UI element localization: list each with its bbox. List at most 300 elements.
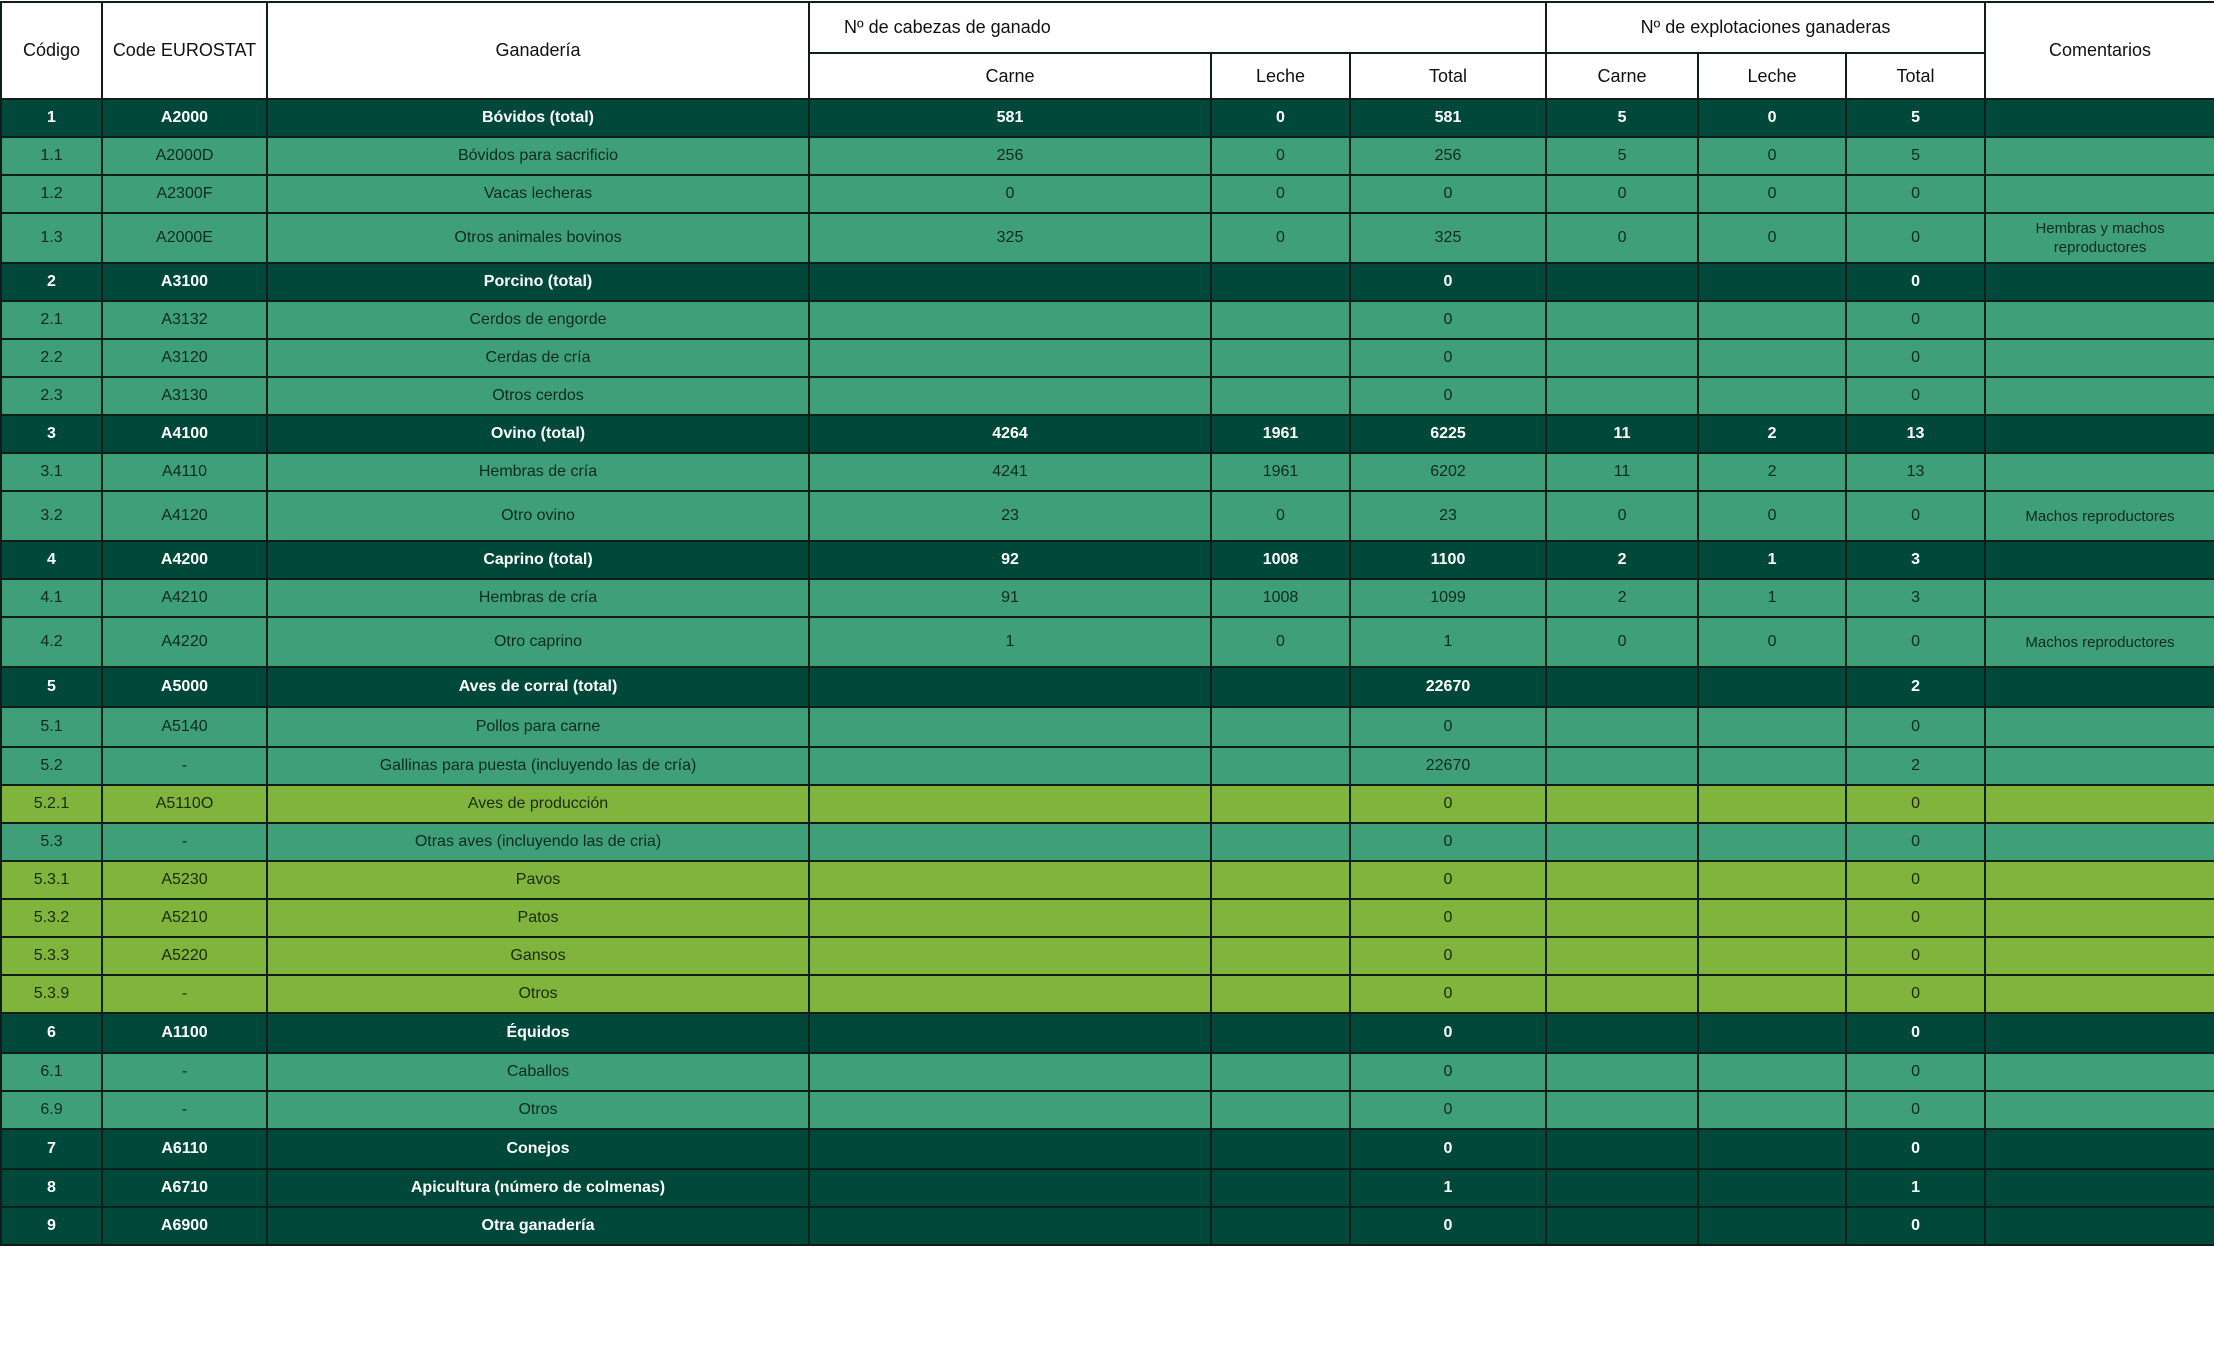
cell-codigo: 5.2.1 (1, 785, 102, 823)
cell-ganaderia: Pollos para carne (267, 707, 809, 747)
cell-codigo: 1.2 (1, 175, 102, 213)
cell-cab-leche (1211, 747, 1350, 785)
cell-codigo: 6 (1, 1013, 102, 1053)
cell-cab-total: 0 (1350, 861, 1546, 899)
cell-codigo: 6.9 (1, 1091, 102, 1129)
cell-exp-total: 13 (1846, 415, 1985, 453)
cell-exp-total: 0 (1846, 823, 1985, 861)
cell-exp-carne (1546, 823, 1698, 861)
cell-eurostat: A5220 (102, 937, 267, 975)
cell-cab-leche: 1008 (1211, 541, 1350, 579)
cell-exp-total: 3 (1846, 541, 1985, 579)
table-row (1, 667, 2214, 707)
cell-exp-carne (1546, 1129, 1698, 1169)
cell-exp-total: 5 (1846, 137, 1985, 175)
cell-cab-total: 0 (1350, 1053, 1546, 1091)
cell-cab-carne (809, 301, 1211, 339)
cell-comentario (1985, 453, 2214, 491)
cell-comentario (1985, 339, 2214, 377)
cell-exp-total: 0 (1846, 1013, 1985, 1053)
cell-cab-total: 581 (1350, 99, 1546, 137)
cell-comentario (1985, 1013, 2214, 1053)
cell-exp-leche (1698, 937, 1846, 975)
cell-eurostat: A4110 (102, 453, 267, 491)
cell-ganaderia: Otros animales bovinos (267, 213, 809, 263)
cell-exp-leche (1698, 1091, 1846, 1129)
cell-codigo: 1.1 (1, 137, 102, 175)
cell-ganaderia: Pavos (267, 861, 809, 899)
header-explotaciones-total: Total (1846, 53, 1985, 99)
cell-cab-total: 0 (1350, 937, 1546, 975)
cell-exp-leche: 2 (1698, 415, 1846, 453)
cell-cab-carne (809, 861, 1211, 899)
cell-cab-carne: 4241 (809, 453, 1211, 491)
cell-eurostat: A3132 (102, 301, 267, 339)
header-eurostat: Code EUROSTAT (102, 2, 267, 99)
cell-cab-carne (809, 667, 1211, 707)
cell-exp-leche (1698, 1169, 1846, 1207)
cell-cab-carne (809, 1091, 1211, 1129)
cell-ganaderia: Aves de producción (267, 785, 809, 823)
cell-cab-total: 0 (1350, 1013, 1546, 1053)
table-row (1, 617, 2214, 667)
table-row (1, 899, 2214, 937)
cell-comentario: Machos reproductores (1985, 491, 2214, 541)
cell-comentario (1985, 785, 2214, 823)
cell-ganaderia: Gallinas para puesta (incluyendo las de cría) (267, 747, 809, 785)
cell-exp-leche (1698, 1013, 1846, 1053)
cell-ganaderia: Apicultura (número de colmenas) (267, 1169, 809, 1207)
cell-exp-carne: 0 (1546, 491, 1698, 541)
cell-exp-carne: 0 (1546, 175, 1698, 213)
cell-exp-carne: 11 (1546, 453, 1698, 491)
cell-eurostat: - (102, 747, 267, 785)
cell-cab-carne (809, 937, 1211, 975)
cell-ganaderia: Conejos (267, 1129, 809, 1169)
cell-ganaderia: Cerdos de engorde (267, 301, 809, 339)
cell-exp-carne (1546, 1207, 1698, 1245)
cell-exp-carne (1546, 975, 1698, 1013)
cell-comentario (1985, 301, 2214, 339)
cell-ganaderia: Bóvidos para sacrificio (267, 137, 809, 175)
cell-eurostat: A4120 (102, 491, 267, 541)
cell-cab-leche (1211, 1207, 1350, 1245)
cell-exp-leche (1698, 263, 1846, 301)
cell-ganaderia: Gansos (267, 937, 809, 975)
cell-eurostat: A5140 (102, 707, 267, 747)
cell-comentario (1985, 1169, 2214, 1207)
cell-cab-carne (809, 747, 1211, 785)
cell-exp-total: 0 (1846, 263, 1985, 301)
cell-cab-leche: 0 (1211, 137, 1350, 175)
cell-eurostat: A5230 (102, 861, 267, 899)
table-row (1, 99, 2214, 137)
cell-codigo: 5.3.1 (1, 861, 102, 899)
table-row (1, 491, 2214, 541)
table-body (1, 99, 2214, 1245)
table-row (1, 785, 2214, 823)
cell-exp-leche: 2 (1698, 453, 1846, 491)
cell-cab-total: 23 (1350, 491, 1546, 541)
cell-exp-total: 0 (1846, 975, 1985, 1013)
cell-exp-leche (1698, 377, 1846, 415)
cell-exp-leche (1698, 339, 1846, 377)
cell-exp-total: 0 (1846, 377, 1985, 415)
cell-cab-leche: 0 (1211, 617, 1350, 667)
cell-eurostat: A2300F (102, 175, 267, 213)
cell-exp-total: 0 (1846, 213, 1985, 263)
cell-codigo: 9 (1, 1207, 102, 1245)
cell-eurostat: - (102, 975, 267, 1013)
table-row (1, 541, 2214, 579)
cell-cab-leche: 1961 (1211, 453, 1350, 491)
cell-cab-total: 0 (1350, 339, 1546, 377)
cell-cab-total: 0 (1350, 1091, 1546, 1129)
cell-cab-total: 0 (1350, 975, 1546, 1013)
table-row (1, 937, 2214, 975)
cell-exp-leche (1698, 667, 1846, 707)
cell-exp-total: 2 (1846, 747, 1985, 785)
cell-eurostat: A1100 (102, 1013, 267, 1053)
cell-cab-carne: 92 (809, 541, 1211, 579)
cell-comentario (1985, 175, 2214, 213)
cell-eurostat: A6900 (102, 1207, 267, 1245)
cell-eurostat: A3130 (102, 377, 267, 415)
cell-cab-carne: 581 (809, 99, 1211, 137)
cell-exp-leche: 0 (1698, 175, 1846, 213)
cell-exp-total: 3 (1846, 579, 1985, 617)
cell-cab-leche: 0 (1211, 491, 1350, 541)
header-cabezas-group: Nº de cabezas de ganado (809, 2, 1546, 53)
cell-exp-carne (1546, 1091, 1698, 1129)
cell-eurostat: - (102, 1091, 267, 1129)
cell-cab-carne (809, 339, 1211, 377)
cell-cab-total: 6202 (1350, 453, 1546, 491)
cell-cab-leche: 0 (1211, 99, 1350, 137)
cell-codigo: 5.3 (1, 823, 102, 861)
cell-ganaderia: Otros cerdos (267, 377, 809, 415)
cell-cab-carne (809, 1129, 1211, 1169)
cell-ganaderia: Vacas lecheras (267, 175, 809, 213)
cell-exp-total: 0 (1846, 707, 1985, 747)
cell-exp-leche: 0 (1698, 99, 1846, 137)
header-explotaciones-leche: Leche (1698, 53, 1846, 99)
cell-codigo: 4.1 (1, 579, 102, 617)
cell-comentario: Hembras y machos reproductores (1985, 213, 2214, 263)
cell-exp-total: 0 (1846, 785, 1985, 823)
cell-comentario (1985, 937, 2214, 975)
cell-cab-total: 22670 (1350, 667, 1546, 707)
cell-exp-total: 0 (1846, 1207, 1985, 1245)
table-row (1, 213, 2214, 263)
cell-exp-carne (1546, 301, 1698, 339)
header-explotaciones-group: Nº de explotaciones ganaderas (1546, 2, 1985, 53)
cell-exp-leche (1698, 1207, 1846, 1245)
cell-cab-leche (1211, 1013, 1350, 1053)
table-row (1, 861, 2214, 899)
cell-cab-leche (1211, 1169, 1350, 1207)
cell-eurostat: A5210 (102, 899, 267, 937)
cell-ganaderia: Hembras de cría (267, 453, 809, 491)
cell-codigo: 1.3 (1, 213, 102, 263)
cell-codigo: 1 (1, 99, 102, 137)
cell-exp-total: 1 (1846, 1169, 1985, 1207)
cell-comentario (1985, 861, 2214, 899)
cell-exp-carne: 11 (1546, 415, 1698, 453)
cell-exp-total: 5 (1846, 99, 1985, 137)
cell-exp-carne (1546, 937, 1698, 975)
table-row (1, 453, 2214, 491)
cell-codigo: 7 (1, 1129, 102, 1169)
cell-ganaderia: Otros (267, 1091, 809, 1129)
cell-cab-leche (1211, 1091, 1350, 1129)
cell-ganaderia: Bóvidos (total) (267, 99, 809, 137)
cell-cab-leche (1211, 1129, 1350, 1169)
table-row (1, 707, 2214, 747)
cell-codigo: 4.2 (1, 617, 102, 667)
livestock-table (0, 1, 2214, 1246)
cell-exp-carne: 5 (1546, 137, 1698, 175)
cell-cab-leche (1211, 785, 1350, 823)
cell-exp-leche (1698, 823, 1846, 861)
cell-comentario (1985, 137, 2214, 175)
cell-exp-leche (1698, 785, 1846, 823)
cell-exp-leche (1698, 1053, 1846, 1091)
cell-codigo: 8 (1, 1169, 102, 1207)
cell-cab-carne (809, 785, 1211, 823)
cell-cab-total: 256 (1350, 137, 1546, 175)
header-explotaciones-carne: Carne (1546, 53, 1698, 99)
cell-cab-total: 1100 (1350, 541, 1546, 579)
cell-cab-carne: 4264 (809, 415, 1211, 453)
cell-cab-leche (1211, 975, 1350, 1013)
header-ganaderia: Ganadería (267, 2, 809, 99)
cell-exp-total: 2 (1846, 667, 1985, 707)
header-cabezas-leche: Leche (1211, 53, 1350, 99)
cell-comentario: Machos reproductores (1985, 617, 2214, 667)
table-row (1, 339, 2214, 377)
cell-exp-carne: 0 (1546, 213, 1698, 263)
cell-comentario (1985, 667, 2214, 707)
table-row (1, 1169, 2214, 1207)
cell-codigo: 5.3.3 (1, 937, 102, 975)
cell-cab-carne: 91 (809, 579, 1211, 617)
cell-comentario (1985, 823, 2214, 861)
cell-ganaderia: Hembras de cría (267, 579, 809, 617)
cell-codigo: 3.2 (1, 491, 102, 541)
cell-exp-leche (1698, 861, 1846, 899)
cell-comentario (1985, 747, 2214, 785)
cell-codigo: 2.3 (1, 377, 102, 415)
cell-cab-carne: 325 (809, 213, 1211, 263)
table-row (1, 175, 2214, 213)
cell-exp-leche: 0 (1698, 137, 1846, 175)
cell-eurostat: A5110O (102, 785, 267, 823)
cell-cab-carne (809, 377, 1211, 415)
cell-eurostat: A6710 (102, 1169, 267, 1207)
cell-exp-carne: 2 (1546, 579, 1698, 617)
table-row (1, 1053, 2214, 1091)
cell-codigo: 3 (1, 415, 102, 453)
cell-exp-leche: 0 (1698, 491, 1846, 541)
table-row (1, 1129, 2214, 1169)
cell-cab-total: 0 (1350, 175, 1546, 213)
cell-cab-leche (1211, 339, 1350, 377)
cell-exp-leche: 0 (1698, 617, 1846, 667)
cell-comentario (1985, 1053, 2214, 1091)
cell-exp-total: 0 (1846, 861, 1985, 899)
cell-comentario (1985, 541, 2214, 579)
cell-eurostat: A2000D (102, 137, 267, 175)
cell-exp-carne (1546, 667, 1698, 707)
cell-cab-leche (1211, 899, 1350, 937)
cell-cab-carne: 256 (809, 137, 1211, 175)
cell-codigo: 2.2 (1, 339, 102, 377)
header-codigo: Código (1, 2, 102, 99)
cell-cab-carne (809, 1169, 1211, 1207)
table-row (1, 579, 2214, 617)
table-row (1, 137, 2214, 175)
cell-codigo: 3.1 (1, 453, 102, 491)
cell-cab-leche: 0 (1211, 213, 1350, 263)
header-comentarios: Comentarios (1985, 2, 2214, 99)
cell-codigo: 5.3.2 (1, 899, 102, 937)
cell-exp-carne: 0 (1546, 617, 1698, 667)
cell-eurostat: A3100 (102, 263, 267, 301)
cell-cab-carne (809, 823, 1211, 861)
cell-ganaderia: Otro ovino (267, 491, 809, 541)
cell-cab-carne: 0 (809, 175, 1211, 213)
cell-cab-leche (1211, 301, 1350, 339)
cell-cab-carne: 1 (809, 617, 1211, 667)
cell-cab-total: 0 (1350, 301, 1546, 339)
cell-exp-leche: 1 (1698, 579, 1846, 617)
cell-comentario (1985, 377, 2214, 415)
cell-exp-carne (1546, 263, 1698, 301)
cell-exp-leche (1698, 1129, 1846, 1169)
table-row (1, 377, 2214, 415)
cell-cab-total: 0 (1350, 823, 1546, 861)
cell-cab-leche (1211, 1053, 1350, 1091)
cell-exp-carne: 2 (1546, 541, 1698, 579)
cell-exp-carne (1546, 899, 1698, 937)
cell-eurostat: A4220 (102, 617, 267, 667)
cell-cab-leche (1211, 377, 1350, 415)
cell-ganaderia: Aves de corral (total) (267, 667, 809, 707)
cell-exp-carne (1546, 785, 1698, 823)
header-cabezas-carne: Carne (809, 53, 1211, 99)
cell-ganaderia: Otro caprino (267, 617, 809, 667)
cell-cab-total: 0 (1350, 899, 1546, 937)
cell-ganaderia: Caballos (267, 1053, 809, 1091)
table-row (1, 1013, 2214, 1053)
cell-cab-total: 0 (1350, 785, 1546, 823)
cell-cab-carne (809, 899, 1211, 937)
cell-cab-total: 0 (1350, 377, 1546, 415)
cell-codigo: 4 (1, 541, 102, 579)
cell-exp-total: 13 (1846, 453, 1985, 491)
cell-cab-carne (809, 1053, 1211, 1091)
cell-eurostat: - (102, 1053, 267, 1091)
cell-eurostat: A4100 (102, 415, 267, 453)
cell-comentario (1985, 975, 2214, 1013)
cell-eurostat: A6110 (102, 1129, 267, 1169)
table-row (1, 975, 2214, 1013)
cell-exp-carne: 5 (1546, 99, 1698, 137)
cell-cab-total: 1 (1350, 1169, 1546, 1207)
cell-cab-total: 0 (1350, 263, 1546, 301)
cell-exp-total: 0 (1846, 1091, 1985, 1129)
cell-cab-carne: 23 (809, 491, 1211, 541)
cell-eurostat: A5000 (102, 667, 267, 707)
cell-cab-total: 1 (1350, 617, 1546, 667)
cell-ganaderia: Porcino (total) (267, 263, 809, 301)
cell-cab-total: 0 (1350, 707, 1546, 747)
cell-cab-total: 0 (1350, 1207, 1546, 1245)
cell-comentario (1985, 707, 2214, 747)
cell-exp-carne (1546, 861, 1698, 899)
cell-cab-carne (809, 707, 1211, 747)
cell-cab-carne (809, 263, 1211, 301)
cell-cab-total: 6225 (1350, 415, 1546, 453)
cell-eurostat: A2000 (102, 99, 267, 137)
cell-comentario (1985, 1129, 2214, 1169)
cell-cab-carne (809, 1207, 1211, 1245)
cell-exp-leche: 0 (1698, 213, 1846, 263)
cell-ganaderia: Cerdas de cría (267, 339, 809, 377)
table-row (1, 415, 2214, 453)
cell-cab-total: 0 (1350, 1129, 1546, 1169)
cell-exp-total: 0 (1846, 339, 1985, 377)
cell-cab-leche: 0 (1211, 175, 1350, 213)
cell-cab-leche (1211, 667, 1350, 707)
cell-exp-leche (1698, 707, 1846, 747)
cell-codigo: 5 (1, 667, 102, 707)
cell-cab-leche (1211, 823, 1350, 861)
cell-comentario (1985, 579, 2214, 617)
cell-exp-leche: 1 (1698, 541, 1846, 579)
cell-exp-total: 0 (1846, 1053, 1985, 1091)
cell-codigo: 5.1 (1, 707, 102, 747)
cell-exp-total: 0 (1846, 491, 1985, 541)
cell-cab-carne (809, 1013, 1211, 1053)
cell-ganaderia: Otra ganadería (267, 1207, 809, 1245)
cell-comentario (1985, 1207, 2214, 1245)
cell-cab-leche: 1008 (1211, 579, 1350, 617)
cell-cab-leche (1211, 861, 1350, 899)
cell-exp-carne (1546, 339, 1698, 377)
cell-comentario (1985, 415, 2214, 453)
cell-exp-total: 0 (1846, 175, 1985, 213)
cell-exp-total: 0 (1846, 899, 1985, 937)
cell-eurostat: A4200 (102, 541, 267, 579)
cell-ganaderia: Ovino (total) (267, 415, 809, 453)
table-row (1, 1207, 2214, 1245)
cell-ganaderia: Otras aves (incluyendo las de cria) (267, 823, 809, 861)
cell-exp-leche (1698, 975, 1846, 1013)
cell-exp-carne (1546, 1169, 1698, 1207)
cell-cab-total: 1099 (1350, 579, 1546, 617)
cell-exp-leche (1698, 747, 1846, 785)
cell-cab-leche: 1961 (1211, 415, 1350, 453)
cell-exp-carne (1546, 1013, 1698, 1053)
cell-cab-carne (809, 975, 1211, 1013)
cell-exp-total: 0 (1846, 301, 1985, 339)
cell-cab-total: 22670 (1350, 747, 1546, 785)
cell-comentario (1985, 263, 2214, 301)
cell-exp-carne (1546, 747, 1698, 785)
cell-ganaderia: Équidos (267, 1013, 809, 1053)
